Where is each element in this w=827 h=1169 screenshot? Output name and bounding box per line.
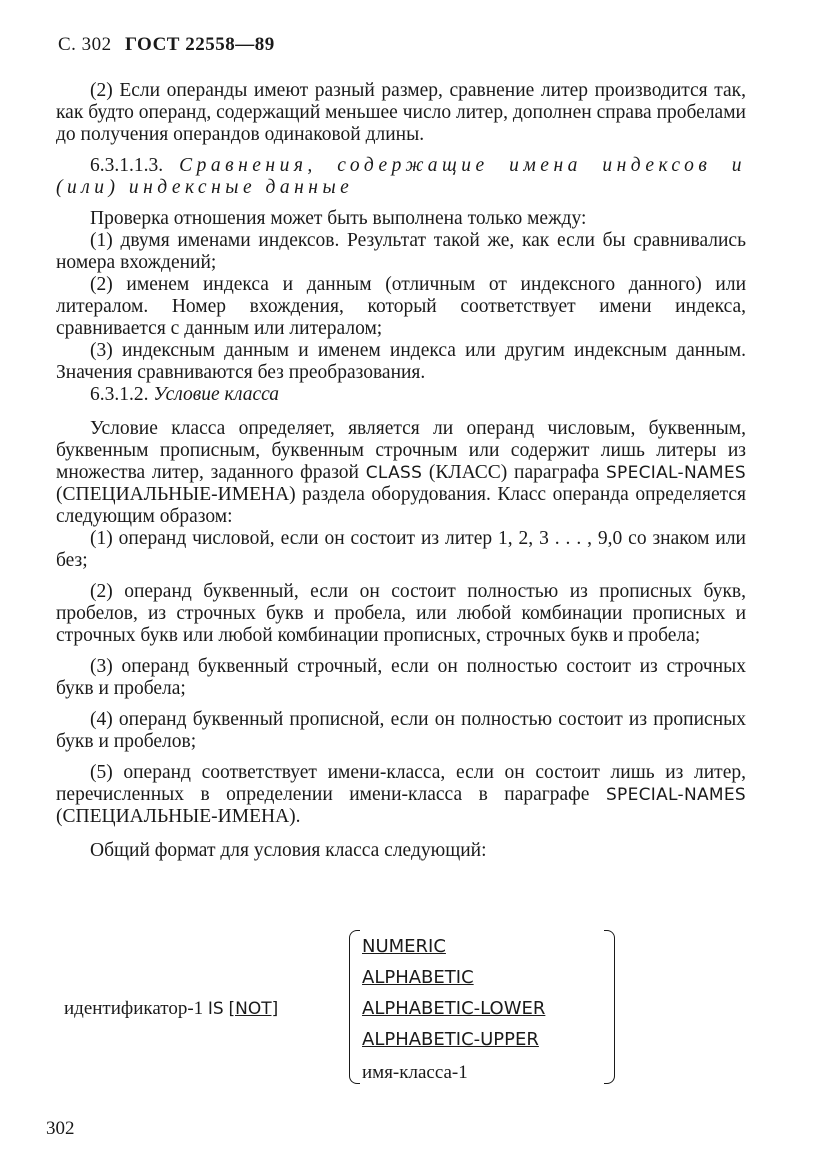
paragraph-class-condition: Условие класса определяет, является ли операнд числовым, буквенным, буквенным прописным, буквенным строчным или содержит лишь литеры из множества литер, заданного фразой CLASS (КЛАСС) параграфа SPECIAL-NAMES (СПЕЦИАЛЬНЫЕ-ИМЕНА) раздела оборудования. Класс операнда определяется следующим образом: — [56, 418, 746, 527]
format-choice-alphabetic-lower: ALPHABETIC-LOWER — [362, 998, 546, 1019]
class-item-5: (5) операнд соответствует имени-класса, если он состоит лишь из литер, перечисленных в определении имени-класса в параграфе SPECIAL-NAMES (СПЕЦИАЛЬНЫЕ-ИМЕНА). — [56, 762, 746, 827]
paragraph-compare-sizes: (2) Если операнды имеют разный размер, сравнение литер производится так, как будто операнд, содержащий меньшее число литер, дополнен справа пробелами до получения операндов одинаковой длины. — [56, 80, 746, 145]
section-title: Условие класса — [153, 384, 280, 405]
format-is-keyword: IS — [207, 999, 224, 1019]
left-brace — [349, 930, 360, 1084]
class-item-3: (3) операнд буквенный строчный, если он полностью состоит из строчных букв и пробела; — [56, 656, 746, 699]
right-brace — [604, 930, 615, 1084]
keyword-special-names: SPECIAL-NAMES — [605, 785, 746, 805]
section-title: Сравнения, содержащие имена индексов и (или) индексные данные — [56, 155, 747, 198]
class-item-4: (4) операнд буквенный прописной, если он полностью состоит из прописных букв и пробелов; — [56, 709, 746, 752]
format-left-side — [64, 998, 278, 1020]
page-reference: С. 302 — [58, 34, 112, 55]
format-identifier: идентификатор-1 — [64, 998, 204, 1019]
format-choice-alphabetic-upper: ALPHABETIC-UPPER — [362, 1029, 539, 1050]
format-choice-numeric: NUMERIC — [362, 936, 446, 957]
class-item-2: (2) операнд буквенный, если он состоит полностью из прописных букв, пробелов, из строчных букв и пробела, или любой комбинации прописных и строчных букв или любой комбинации прописных, строчных букв и пробела; — [56, 581, 746, 646]
format-not-keyword: [NOT] — [228, 999, 279, 1019]
document-code: ГОСТ 22558—89 — [124, 34, 275, 55]
format-choice-alphabetic: ALPHABETIC — [362, 967, 474, 988]
list-item-3: (3) индексным данным и именем индекса или другим индексным данным. Значения сравниваются без преобразования. — [56, 340, 746, 383]
page-number: 302 — [46, 1118, 75, 1139]
list-item-1: (1) двумя именами индексов. Результат такой же, как если бы сравнивались номера вхождений; — [56, 230, 746, 273]
list-item-2: (2) именем индекса и данным (отличным от индексного данного) или литералом. Номер вхождения, который соответствует имени индекса, сравнивается с данным или литералом; — [56, 274, 746, 339]
section-number: 6.3.1.1.3. — [90, 155, 164, 176]
paragraph-general-format: Общий формат для условия класса следующий: — [90, 840, 487, 861]
keyword-special-names: SPECIAL-NAMES — [605, 463, 746, 483]
section-number: 6.3.1.2. — [90, 384, 149, 405]
section-heading-6-3-1-2 — [56, 384, 746, 406]
paragraph-relation-check: Проверка отношения может быть выполнена только между: — [90, 208, 587, 229]
class-item-1: (1) операнд числовой, если он состоит из литер 1, 2, 3 . . . , 9,0 со знаком или без; — [56, 528, 746, 571]
body-text — [56, 80, 746, 862]
page-header — [58, 34, 275, 56]
section-heading-6-3-1-1-3 — [56, 155, 746, 199]
keyword-class: CLASS — [365, 463, 423, 483]
format-choice-class-name: имя-класса-1 — [362, 1062, 468, 1083]
class-condition-format — [64, 928, 644, 1088]
